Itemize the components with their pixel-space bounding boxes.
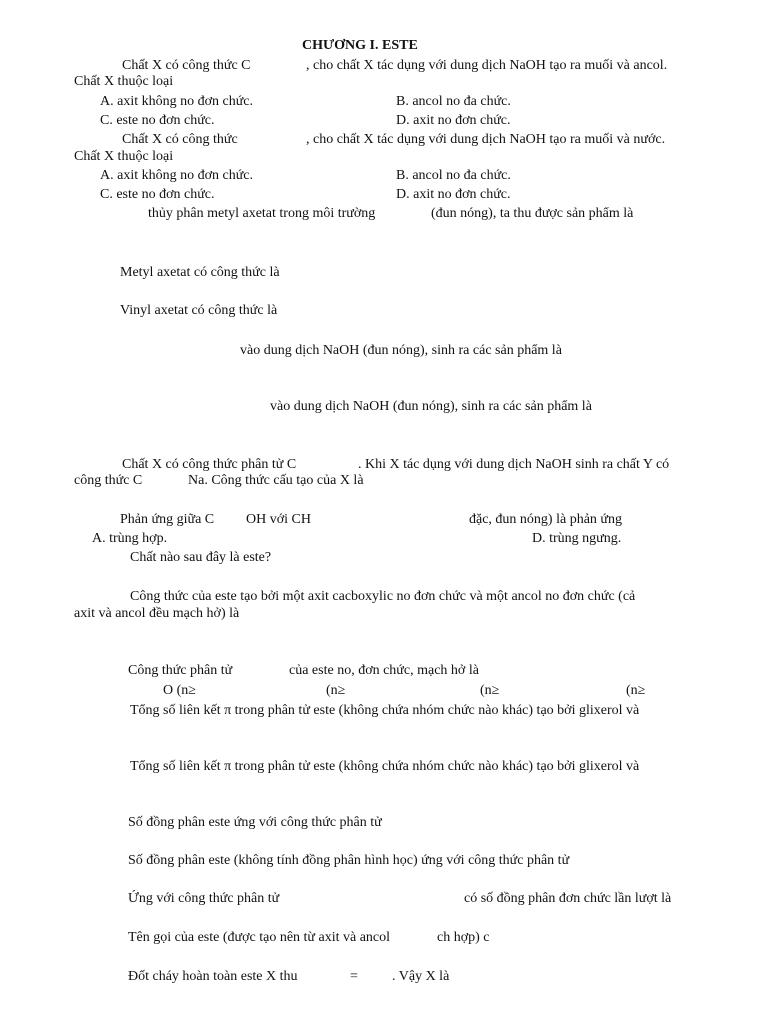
q12-option-b: (n≥ [326, 683, 346, 698]
q2-option-c: C. este no đơn chức. [100, 187, 215, 202]
q1-text-end: , cho chất X tác dụng với dung dịch NaOH tạo ra muối và ancol. [306, 58, 668, 73]
q14-text: Tổng số liên kết π trong phân tử este (không chứa nhóm chức nào khác) tạo bởi glixerol và [130, 759, 640, 774]
q8-text-end: . Khi X tác dụng với dung dịch NaOH sinh ra chất Y có [358, 457, 670, 472]
q19-text-start: Đốt cháy hoàn toàn este X thu [128, 969, 298, 984]
q15-text: Số đồng phân este ứng với công thức phân tử [128, 815, 382, 830]
q8-line2-end: Na. Công thức cấu tạo của X là [188, 473, 364, 488]
page-title: CHƯƠNG I. ESTE [302, 38, 418, 53]
q19-equals: = [350, 969, 358, 984]
q9-text-end: đặc, đun nóng) là phản ứng [469, 512, 622, 527]
q8-line2-start: công thức C [74, 473, 143, 488]
q2-text-start: Chất X có công thức [122, 132, 238, 147]
q9-option-a: A. trùng hợp. [92, 531, 168, 546]
q11-text-line1: Công thức của este tạo bởi một axit cacboxylic no đơn chức và một ancol no đơn chức (cả [130, 589, 636, 604]
q18-text-start: Tên gọi của este (được tạo nên từ axit và ancol [128, 930, 391, 945]
q12-option-d: (n≥ [626, 683, 646, 698]
q8-text-start: Chất X có công thức phân tử C [122, 457, 297, 472]
q4-text: Metyl axetat có công thức là [120, 265, 280, 280]
q2-option-a: A. axit không no đơn chức. [100, 168, 254, 183]
q12-text-end: của este no, đơn chức, mạch hở là [289, 663, 479, 678]
q12-option-c: (n≥ [480, 683, 500, 698]
q9-text-start: Phản ứng giữa C [120, 512, 215, 527]
q6-text: vào dung dịch NaOH (đun nóng), sinh ra các sản phẩm là [240, 343, 562, 358]
q9-text-middle: OH với CH [246, 512, 311, 527]
q17-text-start: Ứng với công thức phân tử [128, 891, 280, 906]
q12-option-a: O (n≥ [163, 683, 196, 698]
q2-text-line2: Chất X thuộc loại [74, 149, 174, 164]
q1-option-c: C. este no đơn chức. [100, 113, 215, 128]
q12-text-start: Công thức phân tử [128, 663, 233, 678]
q5-text: Vinyl axetat có công thức là [120, 303, 278, 318]
q2-text-end: , cho chất X tác dụng với dung dịch NaOH tạo ra muối và nước. [306, 132, 666, 147]
q16-text: Số đồng phân este (không tính đồng phân hình học) ứng với công thức phân tử [128, 853, 570, 868]
q13-text: Tổng số liên kết π trong phân tử este (không chứa nhóm chức nào khác) tạo bởi glixerol và [130, 703, 640, 718]
q1-option-d: D. axit no đơn chức. [396, 113, 511, 128]
q9-option-d: D. trùng ngưng. [532, 531, 622, 546]
q3-text-end: (đun nóng), ta thu được sản phẩm là [431, 206, 634, 221]
q19-text-end: . Vậy X là [392, 969, 450, 984]
q1-option-a: A. axit không no đơn chức. [100, 94, 254, 109]
q11-text-line2: axit và ancol đều mạch hở) là [74, 606, 240, 621]
q1-text-start: Chất X có công thức C [122, 58, 251, 73]
q1-text-line2: Chất X thuộc loại [74, 74, 174, 89]
q10-text: Chất nào sau đây là este? [130, 550, 272, 565]
q2-option-b: B. ancol no đa chức. [396, 168, 511, 183]
q1-option-b: B. ancol no đa chức. [396, 94, 511, 109]
q7-text: vào dung dịch NaOH (đun nóng), sinh ra các sản phẩm là [270, 399, 592, 414]
q17-text-end: có số đồng phân đơn chức lần lượt là [464, 891, 672, 906]
q2-option-d: D. axit no đơn chức. [396, 187, 511, 202]
q3-text-start: thủy phân metyl axetat trong môi trường [148, 206, 376, 221]
q18-text-end: ch hợp) c [437, 930, 490, 945]
